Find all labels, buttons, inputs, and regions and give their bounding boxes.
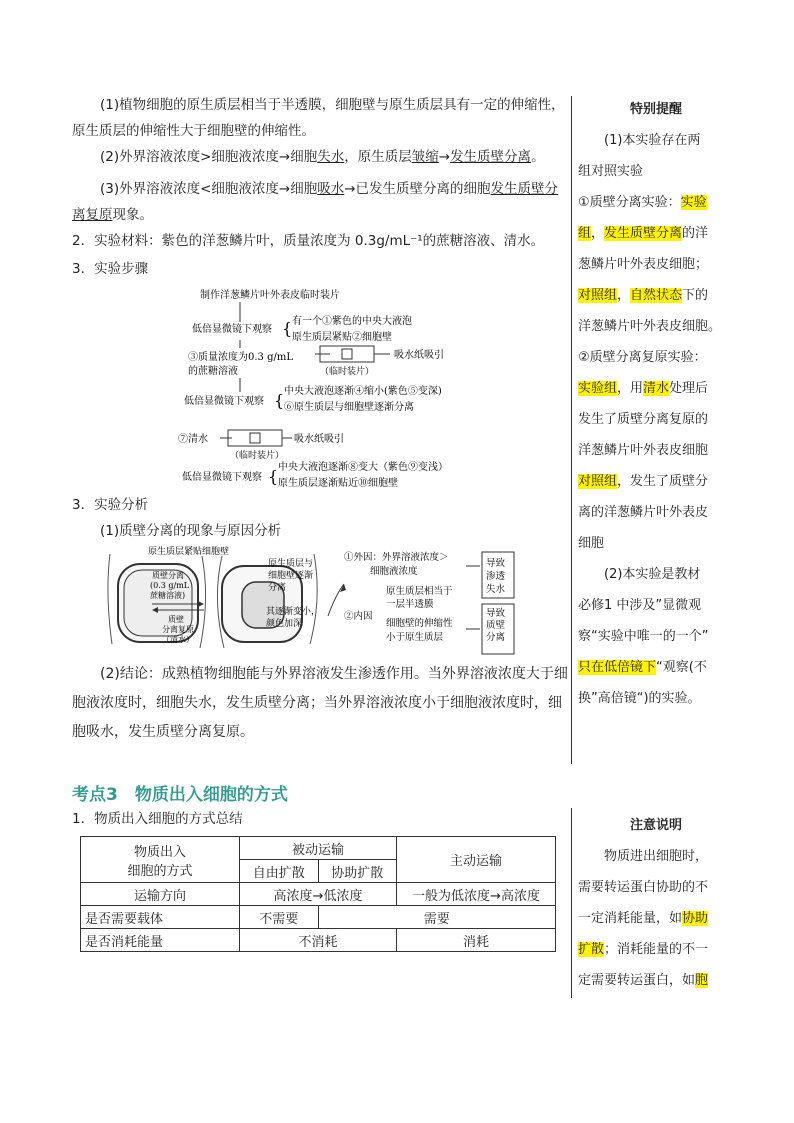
flow-step-4: 低倍显微镜下观察 bbox=[184, 396, 264, 407]
svg-text:{: { bbox=[282, 319, 293, 338]
cell-label-10: 分离 bbox=[268, 583, 287, 593]
cell-label-11: 其逐渐变小， bbox=[266, 607, 321, 617]
item-3-steps: 3．实验步骤 bbox=[72, 261, 149, 277]
table-header-passive: 被动运输 bbox=[240, 837, 397, 860]
plasmolysis-analysis-diagram bbox=[100, 544, 525, 656]
side-note-special: 特别提醒 (1)本实验存在两 组对照实验 ①质壁分离实验：实验 组，发生质壁分离的洋 葱鳞片叶外表皮细胞； 对照组，自然状态下的 洋葱鳞片叶外表皮细胞。 ②质壁分离复原实验： 实验组，用清水处理后 发生了质壁分离复原的 洋葱鳞片叶外表皮细胞 对照组，发生了质壁分 离的洋葱鳞片叶外表皮 细胞 (2)本实验是教材 必修1 中涉及”显微观 察“实验中唯一的一个” 只在低倍镜下“观察(不 换”高倍镜“)的实验。 bbox=[578, 94, 734, 714]
column-divider-top bbox=[571, 96, 572, 764]
section-heading: 考点3 物质出入细胞的方式 bbox=[72, 785, 288, 805]
flow-step-4b: ⑥原生质层与细胞壁逐渐分离 bbox=[284, 402, 414, 413]
flow-step-6b: 原生质层逐渐贴近⑩细胞壁 bbox=[278, 478, 398, 489]
table-row-label-direction: 运输方向 bbox=[81, 883, 240, 906]
column-divider-bottom bbox=[571, 808, 572, 998]
flow-step-1: 制作洋葱鳞片叶外表皮临时装片 bbox=[200, 290, 340, 301]
section-item-1: 1．物质出入细胞的方式总结 bbox=[72, 811, 243, 827]
table-row-label-carrier: 是否需要载体 bbox=[81, 906, 240, 929]
reason-2: 细胞液浓度 bbox=[370, 566, 418, 577]
flow-step-3b: 的蔗糖溶液 bbox=[188, 366, 238, 377]
paragraph-1: (1)植物细胞的原生质层相当于半透膜，细胞壁与原生质层具有一定的伸缩性，原生质层的伸缩性大于细胞壁的伸缩性。 bbox=[72, 97, 565, 139]
table-row-label-energy: 是否消耗能量 bbox=[81, 929, 240, 952]
flow-step-4a: 中央大液泡逐渐④缩小(紫色⑤变深) bbox=[284, 386, 442, 397]
side-note-title: 特别提醒 bbox=[629, 102, 682, 117]
svg-text:{: { bbox=[274, 391, 285, 410]
table-cell-energy-passive: 不消耗 bbox=[240, 929, 397, 952]
table-cell-direction-passive: 高浓度→低浓度 bbox=[240, 883, 397, 906]
item-2-materials: 2．实验材料：紫色的洋葱鳞片叶，质量浓度为 0.3g/mL⁻¹的蔗糖溶液、清水。 bbox=[72, 233, 545, 249]
table-header-free-diffusion: 自由扩散 bbox=[240, 860, 319, 883]
table-header-active: 主动运输 bbox=[397, 837, 556, 883]
flow-step-2a: 有一个①紫色的中央大液泡 bbox=[292, 316, 412, 327]
flow-step-6a: 中央大液泡逐渐⑧变大（紫色⑨变浅） bbox=[278, 462, 448, 473]
paragraph-3: (3)外界溶液浓度<细胞液浓度→细胞吸水→已发生质壁分离的细胞发生质壁分离复原现象。 bbox=[72, 181, 559, 223]
flow-step-3d: （临时装片） bbox=[320, 367, 375, 377]
cell-label-3: (0.3 g/mL bbox=[150, 581, 190, 590]
result-box-1: 导致渗透失水 bbox=[486, 558, 506, 595]
table-header-facilitated-diffusion: 协助扩散 bbox=[318, 860, 397, 883]
conclusion-paragraph: (2)结论：成熟植物细胞能与外界溶液发生渗透作用。当外界溶液浓度大于细胞液浓度时，细胞失水，发生质壁分离；当外界溶液浓度小于细胞液浓度时，细胞吸水，发生质壁分离复原。 bbox=[72, 666, 568, 740]
reason-7: 小于原生质层 bbox=[386, 632, 444, 643]
table-header-mode: 物质出入 细胞的方式 bbox=[81, 837, 240, 883]
flow-step-2: 低倍显微镜下观察 bbox=[192, 324, 272, 335]
cell-label-5: 质壁 bbox=[168, 615, 184, 624]
cell-label-8: 原生质层与 bbox=[268, 559, 314, 569]
table-cell-carrier-others: 需要 bbox=[318, 906, 556, 929]
cell-label-12: 颜色加深 bbox=[266, 619, 303, 629]
reason-6: 细胞壁的伸缩性 bbox=[386, 618, 453, 629]
cell-label-4: 蔗糖溶液) bbox=[150, 591, 186, 600]
side-note-title-2: 注意说明 bbox=[629, 818, 682, 833]
cell-label-1: 原生质层紧贴细胞壁 bbox=[148, 547, 230, 557]
cell-label-7: （清水） bbox=[162, 635, 194, 644]
flow-step-6: 低倍显微镜下观察 bbox=[182, 472, 262, 483]
experiment-steps-diagram bbox=[170, 284, 560, 494]
reason-4: 一层半透膜 bbox=[386, 599, 434, 610]
reason-3: 原生质层相当于 bbox=[386, 586, 453, 597]
reason-1: ①外因：外界溶液浓度＞ bbox=[344, 552, 449, 563]
table-cell-direction-active: 一般为低浓度→高浓度 bbox=[397, 883, 556, 906]
table-cell-carrier-free: 不需要 bbox=[240, 906, 319, 929]
flow-step-5c: 吸水纸吸引 bbox=[294, 434, 344, 445]
cell-label-9: 细胞壁逐渐 bbox=[268, 571, 314, 581]
reason-5: ②内因 bbox=[344, 611, 373, 622]
flow-step-3c: 吸水纸吸引 bbox=[394, 350, 444, 361]
cell-label-2: 质壁分离 bbox=[152, 571, 184, 580]
paragraph-2: (2)外界溶液浓度>细胞液浓度→细胞失水，原生质层皱缩→发生质壁分离。 bbox=[100, 149, 545, 165]
sub-heading-analysis: (1)质壁分离的现象与原因分析 bbox=[100, 523, 282, 539]
flow-step-3a: ③质量浓度为0.3 g/mL bbox=[188, 352, 293, 363]
svg-text:{: { bbox=[268, 467, 279, 486]
flow-step-2b: 原生质层紧贴②细胞壁 bbox=[292, 332, 392, 343]
item-3-analysis: 3．实验分析 bbox=[72, 497, 149, 513]
cell-label-6: 分离复原 bbox=[162, 625, 194, 634]
flow-step-5d: （临时装片） bbox=[230, 451, 285, 461]
transport-table bbox=[80, 836, 556, 952]
result-box-2: 导致质壁分离 bbox=[486, 608, 506, 643]
side-note-attention: 注意说明 物质进出细胞时， 需要转运蛋白协助的不 一定消耗能量，如协助 扩散；消耗能量的不一 定需要转运蛋白，如胞 bbox=[578, 810, 734, 996]
table-cell-energy-active: 消耗 bbox=[397, 929, 556, 952]
flow-step-5a: ⑦清水 bbox=[178, 434, 208, 445]
